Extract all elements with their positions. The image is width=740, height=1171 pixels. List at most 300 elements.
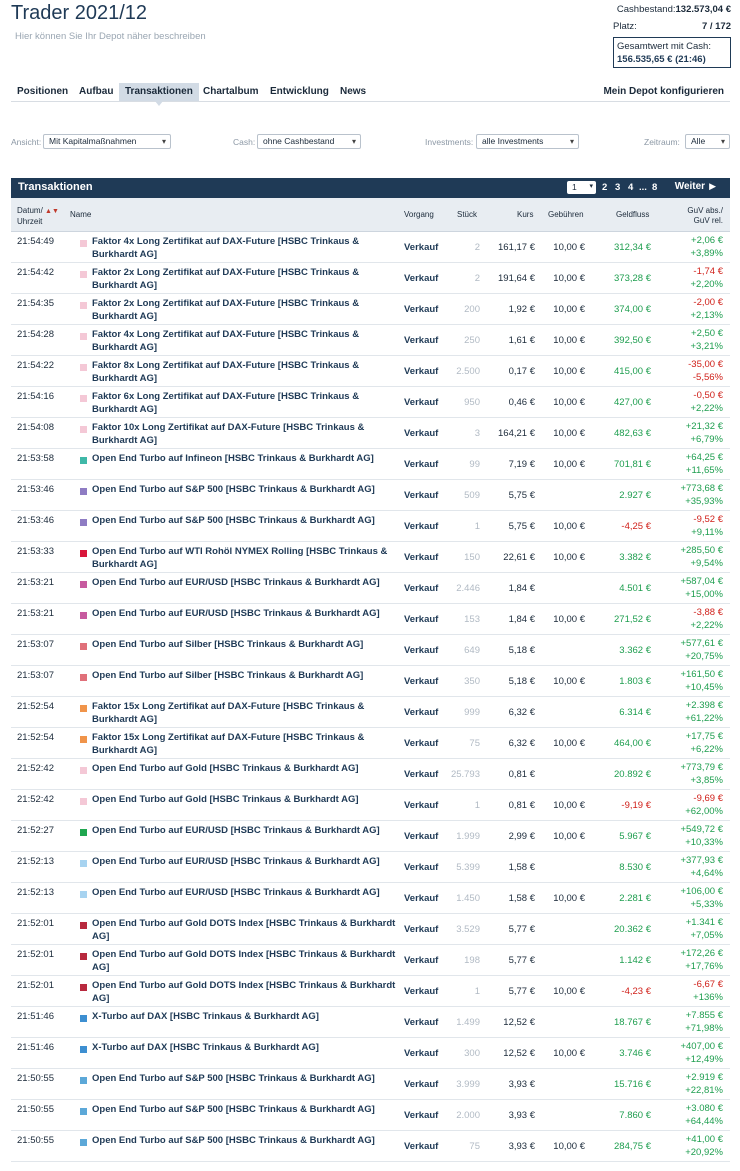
tab-chartalbum[interactable]: Chartalbum — [203, 86, 259, 97]
row-guv-rel: +5,33% — [690, 899, 723, 910]
investments-value: alle Investments — [482, 136, 544, 146]
row-guv — [665, 389, 723, 415]
row-vorgang: Verkauf — [404, 955, 439, 966]
row-guv-rel: +61,22% — [685, 713, 723, 724]
page-ellipsis: ... — [639, 182, 647, 193]
row-stueck: 300 — [464, 1048, 480, 1059]
color-square-icon — [80, 860, 87, 867]
row-geldfluss: 2.927 € — [619, 490, 651, 501]
tab-entwicklung[interactable]: Entwicklung — [270, 86, 329, 97]
row-vorgang: Verkauf — [404, 769, 439, 780]
row-name-text[interactable]: Faktor 2x Long Zertifikat auf DAX-Future [HSBC Trinkaus & Burkhardt AG] — [92, 298, 360, 322]
row-name[interactable] — [80, 948, 402, 974]
row-stueck: 198 — [464, 955, 480, 966]
page-subtitle: Hier können Sie Ihr Depot näher beschreiben — [15, 31, 206, 42]
color-square-icon — [80, 891, 87, 898]
row-name[interactable] — [80, 638, 402, 651]
row-guv-rel: +12,49% — [685, 1054, 723, 1065]
row-stueck: 999 — [464, 707, 480, 718]
row-name-text[interactable]: Faktor 10x Long Zertifikat auf DAX-Future [HSBC Trinkaus & Burkhardt AG] — [92, 422, 365, 446]
table-row — [11, 1038, 730, 1069]
row-stueck: 200 — [464, 304, 480, 315]
row-name[interactable] — [80, 297, 402, 323]
row-name-text[interactable]: X-Turbo auf DAX [HSBC Trinkaus & Burkhardt AG] — [92, 1011, 319, 1022]
col-geldfluss[interactable]: Geldfluss — [616, 210, 650, 219]
tab-news[interactable]: News — [340, 86, 367, 97]
col-guv-line2: GuV rel. — [693, 216, 723, 225]
row-guv-rel: +2,20% — [690, 279, 723, 290]
row-name[interactable] — [80, 514, 402, 527]
row-name-text[interactable]: Open End Turbo auf Infineon [HSBC Trinkaus & Burkhardt AG] — [92, 453, 374, 464]
table-row — [11, 976, 730, 1007]
row-guv-rel: +2,22% — [690, 403, 723, 414]
row-guv — [665, 761, 723, 787]
row-name[interactable] — [80, 1041, 402, 1054]
row-guv-abs: +2.919 € — [685, 1072, 723, 1083]
zeitraum-select[interactable] — [685, 134, 730, 149]
row-geldfluss: 271,52 € — [614, 614, 651, 625]
row-name[interactable] — [80, 235, 402, 261]
row-name-text[interactable]: X-Turbo auf DAX [HSBC Trinkaus & Burkhardt AG] — [92, 1042, 319, 1053]
row-time: 21:50:55 — [17, 1135, 54, 1146]
row-gebuehren: 10,00 € — [553, 397, 585, 408]
row-guv-abs: +64,25 € — [685, 452, 723, 463]
investments-label: Investments: — [425, 137, 474, 147]
row-name[interactable] — [80, 607, 402, 620]
row-geldfluss: 1.142 € — [619, 955, 651, 966]
row-kurs: 1,58 € — [508, 862, 535, 873]
col-datum[interactable] — [17, 206, 59, 227]
row-guv-rel: +136% — [693, 992, 723, 1003]
row-guv-rel: +6,79% — [690, 434, 723, 445]
row-time: 21:52:01 — [17, 980, 54, 991]
table-row — [11, 232, 730, 263]
row-geldfluss: 5.967 € — [619, 831, 651, 842]
row-guv-abs: +41,00 € — [685, 1134, 723, 1145]
table-row — [11, 542, 730, 573]
row-guv-rel: +17,76% — [685, 961, 723, 972]
row-geldfluss: 392,50 € — [614, 335, 651, 346]
table-row — [11, 418, 730, 449]
row-guv-abs: -2,00 € — [693, 297, 723, 308]
transactions-panel-header — [11, 178, 730, 198]
row-geldfluss: 20.362 € — [614, 924, 651, 935]
row-name-text[interactable]: Open End Turbo auf S&P 500 [HSBC Trinkaus & Burkhardt AG] — [92, 1135, 375, 1146]
row-name[interactable] — [80, 762, 402, 775]
row-guv-abs: +2,50 € — [691, 328, 723, 339]
next-page-button[interactable] — [675, 181, 716, 192]
row-guv-rel: +35,93% — [685, 496, 723, 507]
row-stueck: 75 — [469, 1141, 480, 1152]
row-vorgang: Verkauf — [404, 614, 439, 625]
total-value: 156.535,65 € (21:46) — [617, 54, 706, 65]
row-guv-rel: +9,54% — [690, 558, 723, 569]
row-gebuehren: 10,00 € — [553, 273, 585, 284]
row-kurs: 1,61 € — [508, 335, 535, 346]
table-row — [11, 480, 730, 511]
row-guv-abs: +577,61 € — [680, 638, 723, 649]
table-row — [11, 914, 730, 945]
row-guv-rel: +6,22% — [690, 744, 723, 755]
row-kurs: 0,17 € — [508, 366, 535, 377]
color-square-icon — [80, 984, 87, 991]
cash-filter-value: ohne Cashbestand — [263, 136, 335, 146]
row-name-text[interactable]: Open End Turbo auf Gold DOTS Index [HSBC Trinkaus & Burkhardt AG] — [92, 980, 396, 1004]
row-geldfluss: 8.530 € — [619, 862, 651, 873]
row-gebuehren: 10,00 € — [553, 366, 585, 377]
row-name[interactable] — [80, 1103, 402, 1116]
tab-transaktionen[interactable]: Transaktionen — [119, 83, 199, 101]
page-title: Trader 2021/12 — [11, 2, 148, 24]
table-row — [11, 635, 730, 666]
row-name-text[interactable]: Faktor 4x Long Zertifikat auf DAX-Future [HSBC Trinkaus & Burkhardt AG] — [92, 329, 360, 353]
table-row — [11, 883, 730, 914]
row-stueck: 2.500 — [456, 366, 480, 377]
row-name-text[interactable]: Faktor 6x Long Zertifikat auf DAX-Future [HSBC Trinkaus & Burkhardt AG] — [92, 391, 360, 415]
row-time: 21:52:54 — [17, 701, 54, 712]
row-guv-rel: +20,92% — [685, 1147, 723, 1158]
table-row — [11, 697, 730, 728]
row-vorgang: Verkauf — [404, 676, 439, 687]
col-guv-line1: GuV abs./ — [687, 206, 723, 215]
row-kurs: 3,93 € — [508, 1079, 535, 1090]
row-vorgang: Verkauf — [404, 738, 439, 749]
row-name[interactable] — [80, 328, 402, 354]
row-guv-rel: -5,56% — [692, 372, 723, 383]
row-time: 21:52:54 — [17, 732, 54, 743]
row-guv — [665, 1102, 723, 1128]
page-link-2[interactable]: 2 — [602, 182, 608, 193]
row-kurs: 0,81 € — [508, 769, 535, 780]
color-square-icon — [80, 333, 87, 340]
row-time: 21:52:42 — [17, 794, 54, 805]
row-guv-abs: +21,32 € — [685, 421, 723, 432]
row-kurs: 5,75 € — [508, 521, 535, 532]
chevron-down-icon: ▾ — [569, 137, 574, 146]
row-name-text[interactable]: Open End Turbo auf EUR/USD [HSBC Trinkaus & Burkhardt AG] — [92, 856, 380, 867]
row-time: 21:52:01 — [17, 918, 54, 929]
row-name-text[interactable]: Faktor 2x Long Zertifikat auf DAX-Future [HSBC Trinkaus & Burkhardt AG] — [92, 267, 360, 291]
row-geldfluss: 373,28 € — [614, 273, 651, 284]
row-kurs: 0,46 € — [508, 397, 535, 408]
row-name[interactable] — [80, 1072, 402, 1085]
page-link-3[interactable]: 3 — [615, 182, 621, 193]
row-vorgang: Verkauf — [404, 521, 439, 532]
row-name-text[interactable]: Open End Turbo auf Silber [HSBC Trinkaus & Burkhardt AG] — [92, 639, 364, 650]
table-row — [11, 294, 730, 325]
configure-depot-link[interactable]: Mein Depot konfigurieren — [603, 86, 724, 97]
row-stueck: 1 — [474, 800, 480, 811]
row-guv — [665, 420, 723, 446]
row-guv — [665, 699, 723, 725]
row-name-text[interactable]: Open End Turbo auf Gold DOTS Index [HSBC Trinkaus & Burkhardt AG] — [92, 949, 396, 973]
col-stueck[interactable]: Stück — [457, 210, 478, 219]
col-guv[interactable] — [671, 206, 723, 226]
row-geldfluss: 3.382 € — [619, 552, 651, 563]
row-time: 21:54:28 — [17, 329, 54, 340]
row-guv-abs: -3,88 € — [693, 607, 723, 618]
color-square-icon — [80, 426, 87, 433]
row-kurs: 164,21 € — [498, 428, 535, 439]
row-time: 21:53:21 — [17, 608, 54, 619]
row-vorgang: Verkauf — [404, 273, 439, 284]
chevron-down-icon: ▾ — [720, 137, 725, 146]
row-name-text[interactable]: Open End Turbo auf Gold DOTS Index [HSBC Trinkaus & Burkhardt AG] — [92, 918, 396, 942]
color-square-icon — [80, 922, 87, 929]
row-name-text[interactable]: Open End Turbo auf EUR/USD [HSBC Trinkaus & Burkhardt AG] — [92, 887, 380, 898]
row-name-text[interactable]: Open End Turbo auf EUR/USD [HSBC Trinkaus & Burkhardt AG] — [92, 577, 380, 588]
row-kurs: 12,52 € — [503, 1048, 535, 1059]
row-guv — [665, 606, 723, 632]
row-name-text[interactable]: Open End Turbo auf S&P 500 [HSBC Trinkaus & Burkhardt AG] — [92, 515, 375, 526]
row-name-text[interactable]: Open End Turbo auf Gold [HSBC Trinkaus & Burkhardt AG] — [92, 763, 359, 774]
row-name[interactable] — [80, 1134, 402, 1147]
row-guv-abs: +2,06 € — [691, 235, 723, 246]
col-vorgang[interactable]: Vorgang — [404, 210, 434, 219]
row-guv — [665, 854, 723, 880]
row-guv — [665, 1071, 723, 1097]
sort-arrow-icon: ▲▼ — [45, 208, 59, 215]
row-gebuehren: 10,00 € — [553, 304, 585, 315]
row-name[interactable] — [80, 824, 402, 837]
row-guv-rel: +22,81% — [685, 1085, 723, 1096]
row-gebuehren: 10,00 € — [553, 552, 585, 563]
row-name-text[interactable]: Open End Turbo auf S&P 500 [HSBC Trinkaus & Burkhardt AG] — [92, 1104, 375, 1115]
row-guv-rel: +64,44% — [685, 1116, 723, 1127]
row-guv-rel: +3,89% — [690, 248, 723, 259]
row-guv-abs: +377,93 € — [680, 855, 723, 866]
row-time: 21:52:13 — [17, 856, 54, 867]
row-kurs: 0,81 € — [508, 800, 535, 811]
table-row — [11, 449, 730, 480]
row-geldfluss: 3.362 € — [619, 645, 651, 656]
zeitraum-value: Alle — [691, 136, 706, 146]
row-stueck: 1 — [474, 986, 480, 997]
row-vorgang: Verkauf — [404, 1079, 439, 1090]
color-square-icon — [80, 1046, 87, 1053]
row-time: 21:53:46 — [17, 484, 54, 495]
table-row — [11, 511, 730, 542]
color-square-icon — [80, 488, 87, 495]
row-kurs: 5,18 € — [508, 645, 535, 656]
row-geldfluss: -4,25 € — [621, 521, 651, 532]
color-square-icon — [80, 736, 87, 743]
tab-aufbau[interactable]: Aufbau — [79, 86, 114, 97]
row-name[interactable] — [80, 359, 402, 385]
row-guv — [665, 575, 723, 601]
row-name[interactable] — [80, 731, 402, 757]
table-row — [11, 325, 730, 356]
row-kurs: 12,52 € — [503, 1017, 535, 1028]
page-link-4[interactable]: 4 — [628, 182, 634, 193]
row-kurs: 5,75 € — [508, 490, 535, 501]
row-name-text[interactable]: Faktor 4x Long Zertifikat auf DAX-Future [HSBC Trinkaus & Burkhardt AG] — [92, 236, 360, 260]
row-name[interactable] — [80, 917, 402, 943]
row-name[interactable] — [80, 979, 402, 1005]
row-kurs: 1,84 € — [508, 583, 535, 594]
row-kurs: 1,92 € — [508, 304, 535, 315]
cash-select[interactable] — [257, 134, 361, 149]
depot-nav — [11, 83, 730, 102]
row-stueck: 75 — [469, 738, 480, 749]
row-kurs: 191,64 € — [498, 273, 535, 284]
row-gebuehren: 10,00 € — [553, 676, 585, 687]
row-name[interactable] — [80, 855, 402, 868]
row-guv — [665, 451, 723, 477]
row-gebuehren: 10,00 € — [553, 614, 585, 625]
table-row — [11, 852, 730, 883]
row-name[interactable] — [80, 576, 402, 589]
row-guv — [665, 637, 723, 663]
cash-value: 132.573,04 € — [675, 4, 731, 15]
table-row — [11, 356, 730, 387]
row-time: 21:52:13 — [17, 887, 54, 898]
row-name-text[interactable]: Open End Turbo auf WTI Rohöl NYMEX Rolling [HSBC Trinkaus & Burkhardt AG] — [92, 546, 388, 570]
row-guv-rel: +20,75% — [685, 651, 723, 662]
row-guv-abs: +161,50 € — [680, 669, 723, 680]
row-name-text[interactable]: Open End Turbo auf S&P 500 [HSBC Trinkaus & Burkhardt AG] — [92, 484, 375, 495]
row-name-text[interactable]: Faktor 15x Long Zertifikat auf DAX-Future [HSBC Trinkaus & Burkhardt AG] — [92, 701, 365, 725]
row-guv — [665, 978, 723, 1004]
rank — [613, 21, 731, 32]
row-guv-abs: +773,68 € — [680, 483, 723, 494]
row-guv-rel: +62,00% — [685, 806, 723, 817]
col-kurs[interactable]: Kurs — [517, 210, 534, 219]
row-guv-rel: +4,64% — [690, 868, 723, 879]
panel-title: Transaktionen — [18, 181, 93, 193]
color-square-icon — [80, 519, 87, 526]
row-kurs: 5,77 € — [508, 924, 535, 935]
row-name-text[interactable]: Open End Turbo auf EUR/USD [HSBC Trinkaus & Burkhardt AG] — [92, 608, 380, 619]
row-guv-rel: +11,65% — [685, 465, 723, 476]
row-geldfluss: -4,23 € — [621, 986, 651, 997]
row-name-text[interactable]: Open End Turbo auf Gold [HSBC Trinkaus & Burkhardt AG] — [92, 794, 359, 805]
row-name[interactable] — [80, 545, 402, 571]
row-guv-rel: +2,13% — [690, 310, 723, 321]
table-row — [11, 573, 730, 604]
row-name-text[interactable]: Open End Turbo auf EUR/USD [HSBC Trinkaus & Burkhardt AG] — [92, 825, 380, 836]
table-row — [11, 666, 730, 697]
ansicht-value: Mit Kapitalmaßnahmen — [49, 136, 137, 146]
row-guv-abs: +2.398 € — [685, 700, 723, 711]
row-name[interactable] — [80, 421, 402, 447]
row-stueck: 1 — [474, 521, 480, 532]
row-name[interactable] — [80, 886, 402, 899]
row-vorgang: Verkauf — [404, 707, 439, 718]
row-guv-rel: +71,98% — [685, 1023, 723, 1034]
page-select[interactable] — [567, 181, 596, 194]
row-vorgang: Verkauf — [404, 366, 439, 377]
row-stueck: 2 — [474, 242, 480, 253]
investments-select[interactable] — [476, 134, 579, 149]
row-name[interactable] — [80, 266, 402, 292]
row-guv-abs: +17,75 € — [685, 731, 723, 742]
row-vorgang: Verkauf — [404, 459, 439, 470]
row-stueck: 150 — [464, 552, 480, 563]
row-kurs: 22,61 € — [503, 552, 535, 563]
row-guv-rel: +3,85% — [690, 775, 723, 786]
row-gebuehren: 10,00 € — [553, 521, 585, 532]
row-guv — [665, 1133, 723, 1159]
row-name-text[interactable]: Faktor 15x Long Zertifikat auf DAX-Future [HSBC Trinkaus & Burkhardt AG] — [92, 732, 365, 756]
total-value-label: Gesamtwert mit Cash: — [617, 41, 711, 52]
color-square-icon — [80, 1139, 87, 1146]
row-guv-abs: +3.080 € — [685, 1103, 723, 1114]
row-vorgang: Verkauf — [404, 397, 439, 408]
row-guv — [665, 513, 723, 539]
row-guv — [665, 234, 723, 260]
row-name-text[interactable]: Faktor 8x Long Zertifikat auf DAX-Future [HSBC Trinkaus & Burkhardt AG] — [92, 360, 360, 384]
chevron-down-icon: ▾ — [161, 137, 166, 146]
row-name[interactable] — [80, 483, 402, 496]
cash-label: Cashbestand: — [616, 4, 676, 15]
row-kurs: 1,84 € — [508, 614, 535, 625]
row-guv-abs: +407,00 € — [680, 1041, 723, 1052]
row-stueck: 1.999 — [456, 831, 480, 842]
row-guv — [665, 296, 723, 322]
row-time: 21:54:35 — [17, 298, 54, 309]
row-name-text[interactable]: Open End Turbo auf Silber [HSBC Trinkaus & Burkhardt AG] — [92, 670, 364, 681]
row-kurs: 6,32 € — [508, 707, 535, 718]
row-guv-abs: +1.341 € — [685, 917, 723, 928]
table-row — [11, 1100, 730, 1131]
row-name[interactable] — [80, 700, 402, 726]
row-stueck: 3 — [474, 428, 480, 439]
row-name-text[interactable]: Open End Turbo auf S&P 500 [HSBC Trinkaus & Burkhardt AG] — [92, 1073, 375, 1084]
row-kurs: 5,77 € — [508, 955, 535, 966]
row-name[interactable] — [80, 452, 402, 465]
row-guv-rel: +10,45% — [685, 682, 723, 693]
row-geldfluss: 374,00 € — [614, 304, 651, 315]
row-name[interactable] — [80, 390, 402, 416]
row-stueck: 1.499 — [456, 1017, 480, 1028]
row-geldfluss: 7.860 € — [619, 1110, 651, 1121]
tab-positionen[interactable]: Positionen — [17, 86, 69, 97]
row-guv — [665, 947, 723, 973]
row-guv — [665, 916, 723, 942]
row-guv — [665, 730, 723, 756]
row-guv — [665, 544, 723, 570]
ansicht-label: Ansicht: — [11, 137, 42, 147]
row-time: 21:52:42 — [17, 763, 54, 774]
col-name[interactable]: Name — [70, 210, 92, 219]
row-guv-abs: -9,52 € — [693, 514, 723, 525]
col-gebuehren[interactable]: Gebühren — [548, 210, 584, 219]
row-name[interactable] — [80, 669, 402, 682]
row-vorgang: Verkauf — [404, 1110, 439, 1121]
row-guv-abs: +549,72 € — [680, 824, 723, 835]
row-kurs: 161,17 € — [498, 242, 535, 253]
color-square-icon — [80, 953, 87, 960]
table-row — [11, 790, 730, 821]
row-guv-abs: -0,50 € — [693, 390, 723, 401]
row-guv-abs: +106,00 € — [680, 886, 723, 897]
row-time: 21:53:33 — [17, 546, 54, 557]
row-gebuehren: 10,00 € — [553, 893, 585, 904]
color-square-icon — [80, 674, 87, 681]
row-vorgang: Verkauf — [404, 304, 439, 315]
table-row — [11, 759, 730, 790]
row-guv-abs: +172,26 € — [680, 948, 723, 959]
table-row — [11, 387, 730, 418]
row-guv-abs: +285,50 € — [680, 545, 723, 556]
page-link-8[interactable]: 8 — [652, 182, 658, 193]
row-name[interactable] — [80, 793, 402, 806]
row-gebuehren: 10,00 € — [553, 738, 585, 749]
row-vorgang: Verkauf — [404, 862, 439, 873]
ansicht-select[interactable] — [43, 134, 171, 149]
row-name[interactable] — [80, 1010, 402, 1023]
